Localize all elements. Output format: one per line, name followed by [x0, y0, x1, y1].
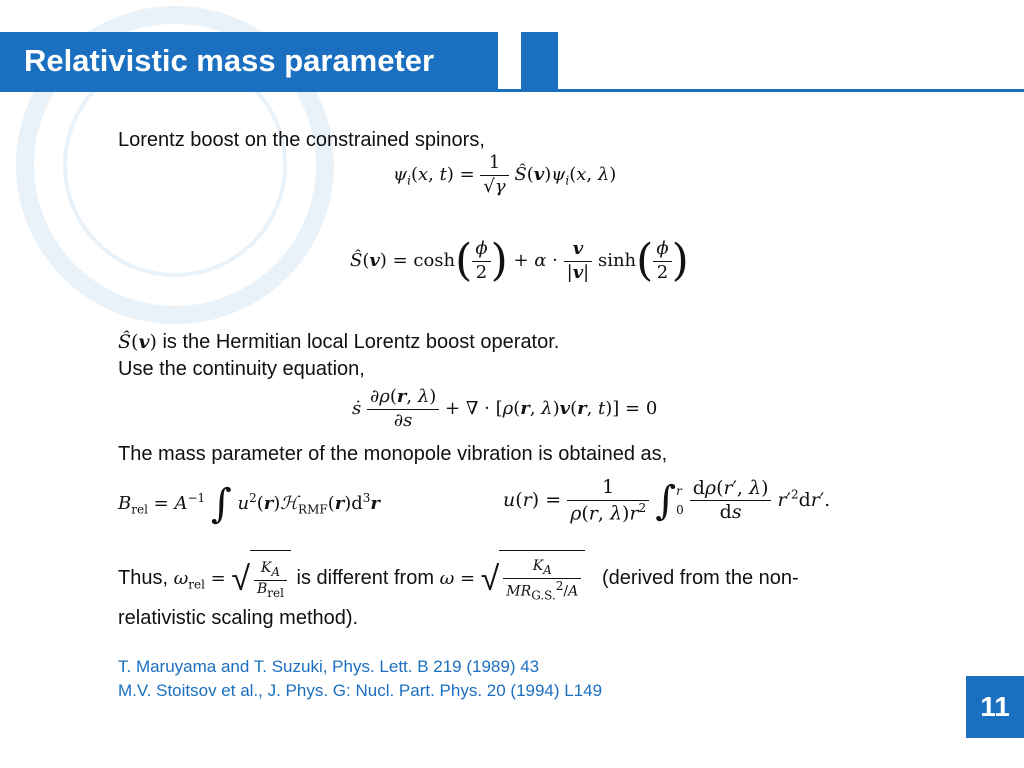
- equation-u-r: u(r) = $\frac{1}{\rho(r, \lambda)r^2}$ ∫r 0 $\frac{d\rho(r', \lambda)}{ds}$ $r'^2dr'$.: [503, 476, 831, 525]
- method-text: relativistic scaling method).: [118, 607, 359, 629]
- intro-text: Lorentz boost on the constrained spinors,: [118, 129, 485, 151]
- equation-continuity: ṡ $\frac{\partial\rho(r, \lambda)}{\partial s}$ + ∇ · [ρ(r, λ)v(r, t)] = 0: [352, 386, 658, 431]
- page-number: 11: [966, 676, 1024, 738]
- reference-2: M.V. Stoitsov et al., J. Phys. G: Nucl. Part. Phys. 20 (1994) L149: [118, 681, 603, 700]
- equation-boost-operator: Ŝ(v) = cosh( $\frac{\phi}{2}$ ) + α · $\frac{v}{|v|}$ sinh( $\frac{\phi}{2}$ ): [350, 235, 689, 286]
- mass-parameter-text: The mass parameter of the monopole vibration is obtained as,: [118, 443, 668, 465]
- equation-spinor-boost: $\psi_i(x$, t) = $\frac{1}{√\gamma}$ $Ŝ(v)\psi_i(x$, λ): [393, 152, 617, 197]
- operator-note: Ŝ(v) is the Hermitian local Lorentz boost operator.: [118, 331, 560, 353]
- reference-1: T. Maruyama and T. Suzuki, Phys. Lett. B 219 (1989) 43: [118, 657, 540, 676]
- title-accent-block: [521, 32, 558, 90]
- title-underline: [0, 89, 1024, 92]
- continuity-text: Use the continuity equation,: [118, 358, 365, 380]
- slide-title: Relativistic mass parameter: [0, 32, 498, 90]
- equation-b-rel: $B_{rel} = A^{-1}$ ∫ $u^2(r)ℋ_{RMF}(r)d^3r$: [118, 481, 380, 527]
- omega-comparison: Thus, $\omega_{rel}$ = √ $\frac{K_A}{B_{rel}}$ is different from ω = √ $\frac{K_A}{MR_{G.S.}^2/A}$ (derived from the non-: [118, 550, 799, 611]
